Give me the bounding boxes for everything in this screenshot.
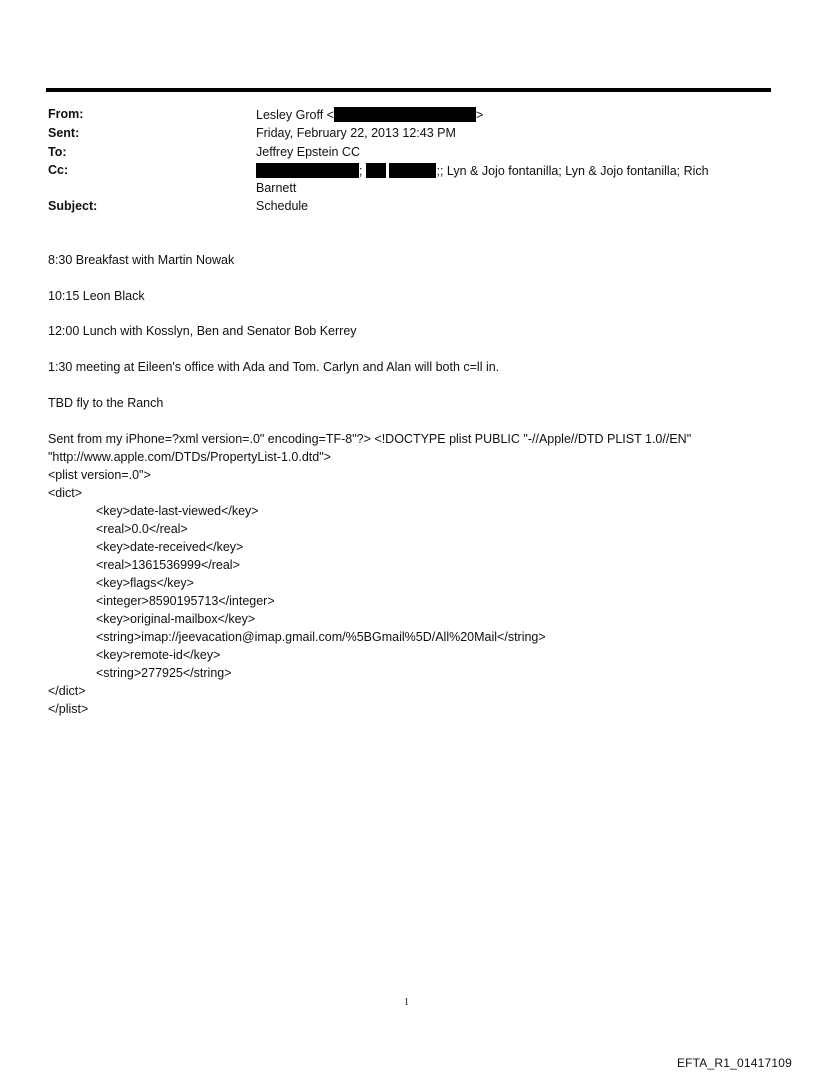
cc-separator: ; (436, 164, 440, 178)
cc-label: Cc: (48, 163, 69, 177)
plist-entry: <key>date-last-viewed</key> (96, 504, 259, 518)
from-label: From: (48, 107, 84, 121)
cc-value (256, 163, 709, 178)
dict-close-tag: </dict> (48, 684, 86, 698)
schedule-item: 8:30 Breakfast with Martin Nowak (48, 253, 235, 267)
cc-value-continued: Barnett (256, 181, 297, 195)
schedule-item: TBD fly to the Ranch (48, 396, 164, 410)
plist-entry: <key>original-mailbox</key> (96, 612, 256, 626)
schedule-item: 12:00 Lunch with Kosslyn, Ben and Senator Bob Kerrey (48, 324, 357, 338)
signature-line: Sent from my iPhone=?xml version=.0" encoding=TF-8"?> <!DOCTYPE plist PUBLIC "-//Apple//DTD PLIST 1.0//EN" (48, 432, 692, 446)
to-label: To: (48, 145, 67, 159)
dict-open-tag: <dict> (48, 486, 83, 500)
sent-value: Friday, February 22, 2013 12:43 PM (256, 126, 456, 140)
plist-entry: <key>remote-id</key> (96, 648, 221, 662)
sent-label: Sent: (48, 126, 80, 140)
subject-label: Subject: (48, 199, 98, 213)
plist-entry: <integer>8590195713</integer> (96, 594, 275, 608)
from-close-bracket: > (475, 108, 484, 122)
schedule-item: 10:15 Leon Black (48, 289, 145, 303)
redaction-box (256, 163, 359, 178)
schedule-item: 1:30 meeting at Eileen's office with Ada and Tom. Carlyn and Alan will both c=ll in. (48, 360, 500, 374)
plist-entry: <real>0.0</real> (96, 522, 188, 536)
plist-open-tag: <plist version=.0"> (48, 468, 151, 482)
bates-number: EFTA_R1_01417109 (676, 1056, 792, 1070)
redaction-box (334, 107, 476, 122)
plist-entry: <string>277925</string> (96, 666, 232, 680)
redaction-box (389, 163, 436, 178)
plist-entry: <key>flags</key> (96, 576, 194, 590)
subject-value: Schedule (256, 199, 309, 213)
page-number: 1 (404, 997, 409, 1008)
plist-entry: <key>date-received</key> (96, 540, 244, 554)
from-open-bracket: < (326, 108, 334, 122)
from-name: Lesley Groff (256, 108, 324, 122)
cc-separator: ; (359, 164, 363, 178)
header-divider (46, 88, 771, 92)
from-value (256, 107, 483, 122)
to-value: Jeffrey Epstein CC (256, 145, 360, 159)
plist-entry: <real>1361536999</real> (96, 558, 240, 572)
cc-recipients: ; Lyn & Jojo fontanilla; Lyn & Jojo fontanilla; Rich (439, 164, 709, 178)
plist-entry: <string>imap://jeevacation@imap.gmail.com/%5BGmail%5D/All%20Mail</string> (96, 630, 546, 644)
redaction-box (366, 163, 386, 178)
plist-close-tag: </plist> (48, 702, 89, 716)
signature-line: "http://www.apple.com/DTDs/PropertyList-1.0.dtd"> (48, 450, 331, 464)
